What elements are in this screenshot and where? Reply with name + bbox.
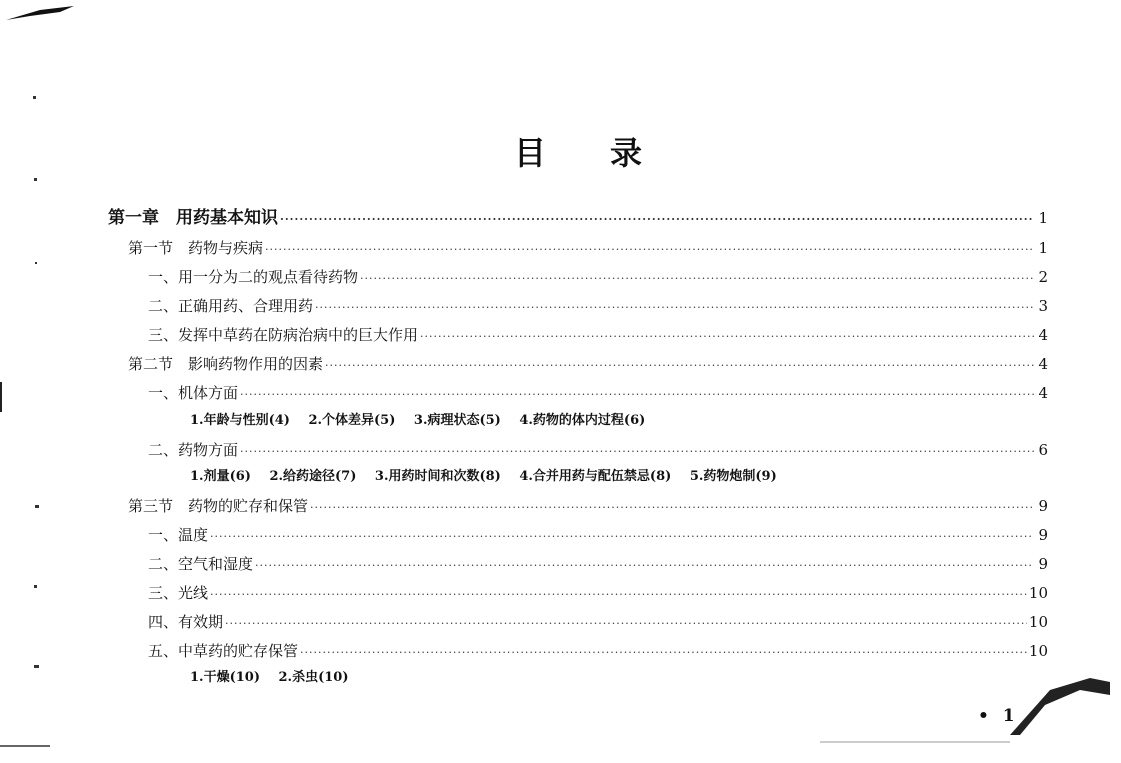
toc-entry-page: 4 [1038, 384, 1048, 402]
toc-entry-label: 一、用一分为二的观点看待药物 [148, 268, 359, 286]
title-char-2: 录 [610, 134, 643, 172]
scan-edge-mark [0, 382, 2, 412]
toc-entry-label: 第一节 药物与疾病 [128, 239, 264, 257]
toc-entry-label: 五、中草药的贮存保管 [148, 642, 299, 660]
toc-subitem[interactable]: 2.给药途径(7) [269, 469, 357, 484]
toc-subitem[interactable]: 1.干燥(10) [190, 670, 260, 685]
toc-entry-label: 第一章 用药基本知识 [108, 208, 278, 228]
toc-subitem[interactable]: 2.个体差异(5) [308, 413, 396, 428]
toc-entry-page: 2 [1038, 268, 1048, 286]
toc-entry-page: 4 [1038, 326, 1048, 344]
scan-mark-bottom-right [1010, 678, 1110, 735]
toc-entry-page: 1 [1038, 209, 1048, 227]
toc-subitem[interactable]: 3.用药时间和次数(8) [374, 469, 501, 484]
toc-entry-label: 二、正确用药、合理用药 [148, 297, 314, 315]
scan-speck [34, 585, 37, 588]
toc-entry-label: 三、发挥中草药在防病治病中的巨大作用 [148, 326, 419, 344]
folio-dot: • [978, 706, 989, 726]
toc-entry-page: 1 [1038, 239, 1048, 257]
toc-subitem[interactable]: 3.病理状态(5) [413, 413, 501, 428]
toc-entry-label: 一、温度 [148, 526, 209, 544]
toc-entry-page: 10 [1028, 613, 1048, 631]
toc-subitem[interactable]: 5.药物炮制(9) [689, 469, 777, 484]
toc-entry-page: 9 [1038, 526, 1048, 544]
title-char-1: 目 [514, 134, 547, 172]
scan-mark-top-left [6, 6, 74, 20]
toc-entry-page: 6 [1038, 441, 1048, 459]
scan-speck [33, 96, 36, 99]
scan-speck [34, 178, 37, 181]
toc-entry-page: 9 [1038, 555, 1048, 573]
scan-speck [35, 262, 37, 264]
toc-subitem[interactable]: 1.年龄与性别(4) [190, 413, 290, 428]
toc-subitem[interactable]: 1.剂量(6) [190, 469, 251, 484]
toc-entry-label: 第三节 药物的贮存和保管 [128, 497, 309, 515]
toc-entry-label: 三、光线 [148, 584, 209, 602]
toc-entry-page: 3 [1038, 297, 1048, 315]
toc-entry-page: 4 [1038, 355, 1048, 373]
toc-entry-label: 二、药物方面 [148, 441, 239, 459]
toc-entry-label: 二、空气和湿度 [148, 555, 254, 573]
folio-number: 1 [1002, 706, 1015, 726]
toc-entry-label: 一、机体方面 [148, 384, 239, 402]
toc-subitem[interactable]: 2.杀虫(10) [278, 670, 349, 685]
toc-subitem[interactable]: 4.药物的体内过程(6) [519, 413, 646, 428]
toc-entry-label: 四、有效期 [148, 613, 224, 631]
scan-speck [35, 505, 39, 508]
toc-entry-page: 10 [1028, 642, 1048, 660]
toc-subitem[interactable]: 4.合并用药与配伍禁忌(8) [519, 469, 672, 484]
toc-entry-label: 第二节 影响药物作用的因素 [128, 355, 324, 373]
toc-entry-page: 10 [1028, 584, 1048, 602]
scan-speck [34, 665, 39, 668]
toc-entry-page: 9 [1038, 497, 1048, 515]
